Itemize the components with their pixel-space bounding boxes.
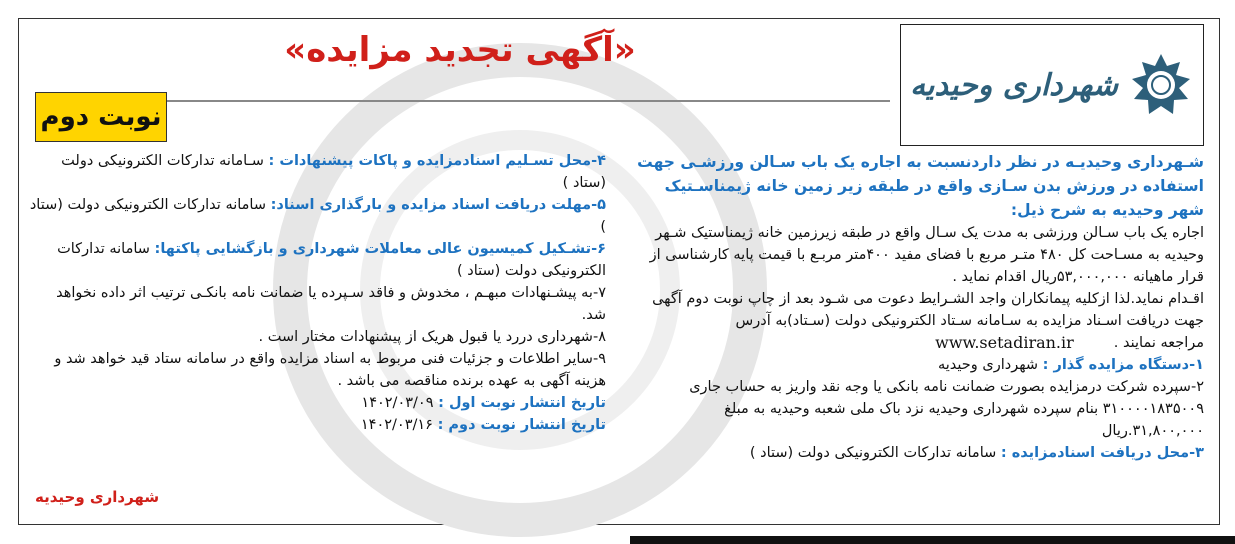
item-2: ۲-سپرده شرکت درمزایده بصورت ضمانت نامه بانکی یا وجه نقد واریز به حساب جاری ۳۱۰۰۰۰۱۸۳۵۰۰۹ بنام سپرده شهرداری وحیدیه نزد باک ملی شعبه وحیدیه به مبلغ ۳۱,۸۰۰,۰۰۰.ریال (689, 379, 1204, 439)
item-1-label: ۱-دستگاه مزایده گذار : (1042, 357, 1204, 373)
item-1-value: شهرداری وحیدیه (937, 357, 1039, 373)
item-1 (632, 354, 1204, 376)
municipality-emblem-icon (1128, 52, 1194, 118)
item-4-value: سـامانه تدارکات الکترونیکی دولت (ستاد ) (61, 153, 606, 191)
date-second (28, 414, 606, 436)
logo-text: شهرداری وحیدیه (910, 67, 1118, 103)
date-second-label: تاریخ انتشار نوبت دوم : (437, 417, 606, 433)
website-line (632, 332, 1204, 354)
item-3 (632, 442, 1204, 464)
date-second-value: ۱۴۰۲/۰۳/۱۶ (360, 417, 433, 433)
date-first (28, 392, 606, 414)
date-first-value: ۱۴۰۲/۰۳/۰۹ (361, 395, 434, 411)
turn-badge: نوبت دوم (35, 92, 167, 142)
website-link[interactable]: www.setadiran.ir (935, 333, 1074, 352)
left-column (28, 150, 606, 436)
item-6 (28, 238, 606, 282)
website-suffix: مراجعه نمایند . (1113, 335, 1204, 351)
signature: شهرداری وحیدیه (35, 488, 160, 506)
item-7: ۷-به پیشـنهادات مبهـم ، مخدوش و فاقد سـپرده یا ضمانت نامه بانکـی ترتیب اثر داده نخواهد شد. (56, 285, 606, 323)
item-9: ۹-سایر اطلاعات و جزئیات فنی مربوط به اسناد مزایده واقع در سامانه ستاد قید خواهد شد و هزینه آگهی به عهده برنده مناقصه می باشد . (54, 351, 606, 389)
date-first-label: تاریخ انتشار نوبت اول : (438, 395, 606, 411)
item-6-value: سامانه تدارکات الکترونیکی دولت (ستاد ) (57, 241, 606, 279)
bottom-bar (630, 536, 1235, 544)
item-4 (28, 150, 606, 194)
item-5 (28, 194, 606, 238)
logo-box (900, 24, 1204, 146)
paragraph-2: اقـدام نماید.لذا ازکلیه پیمانکاران واجد الشـرایط دعوت می شـود بعد از چاپ نوبت دوم آگهی جهت دریافت اسـناد مزایده به سـامانه سـتاد الکترونیکی دولت (سـتاد)به آدرس (652, 291, 1204, 329)
item-5-label: ۵-مهلت دریافت اسناد مزایده و بارگذاری اسناد: (270, 197, 606, 213)
item-6-label: ۶-تشـکیل کمیسیون عالی معاملات شهرداری و بازگشایی پاکتها: (154, 241, 606, 257)
right-column (632, 150, 1204, 464)
item-4-label: ۴-محل تسـلیم اسنادمزایده و پاکات پیشنهادات : (268, 153, 606, 169)
paragraph-1: اجاره یک باب سـالن ورزشی به مدت یک سـال واقع در طبقه زیرزمین خانه ژیمناستیک شـهر وحیدیه به مسـاحت کل ۴۸۰ متـر مربع با فضای مفید ۴۰۰متر مربـع با قیمت پایه کارشناسی از قرار ماهیانه ۵۳,۰۰۰,۰۰۰ریال اقدام نماید . (649, 225, 1204, 285)
page-title: «آگهی تجدید مزایده» (284, 30, 636, 70)
item-3-label: ۳-محل دریافت اسنادمزایده : (1000, 445, 1204, 461)
intro-text: شـهرداری وحیدیـه در نظر داردنسبت به اجاره یک باب سـالن ورزشـی جهت استفاده در ورزش بدن سـازی واقع در طبقه زیر زمین خانه ژیمناسـتیک شهر وحیدیه به شرح ذیل: (637, 153, 1204, 219)
item-5-value: سامانه تدارکات الکترونیکی دولت (ستاد ) (29, 197, 606, 235)
item-3-value: سامانه تدارکات الکترونیکی دولت (ستاد ) (749, 445, 997, 461)
item-8: ۸-شهرداری دررد یا قبول هریک از پیشنهادات مختار است . (258, 329, 606, 345)
